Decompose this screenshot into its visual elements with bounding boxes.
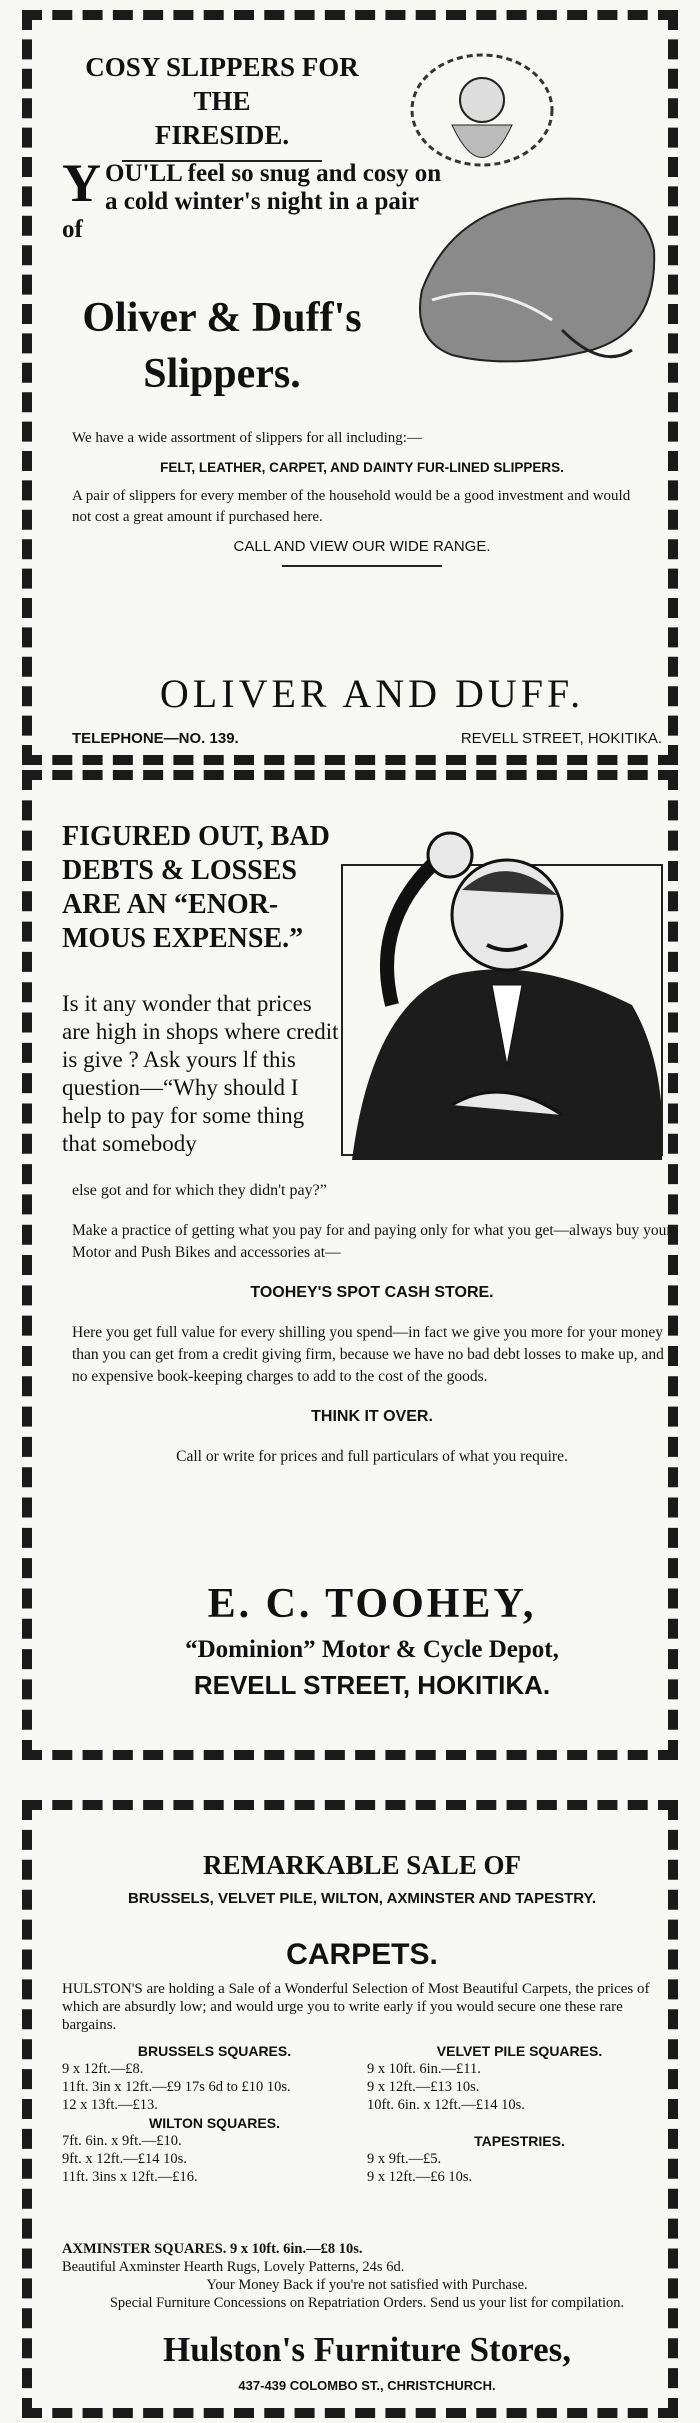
ad1-body-line: CALL AND VIEW OUR WIDE RANGE. [233,538,491,555]
ad1-intro-text: OU'LL feel so snug and cosy on a cold winter's night in a pair of [62,160,442,243]
price-line: 12 x 13ft.—£13. [62,2097,158,2113]
slipper-illustration [392,50,662,390]
ad1-headline [62,50,382,170]
ad3-tail-line: Special Furniture Concessions on Repatriation Orders. Send us your list for compilation. [109,2295,625,2311]
ad2-body [72,1220,672,1484]
ad2-sig-line1: “Dominion” Motor & Cycle Depot, [185,1636,559,1663]
ad1-body-line: FELT, LEATHER, CARPET, AND DAINTY FUR-LINED SLIPPERS. [160,460,564,475]
ad2-headline-line3: ARE AN “ENOR- [62,889,279,920]
ad3-axminster: AXMINSTER SQUARES. 9 x 10ft. 6in.—£8 10s. [62,2241,363,2257]
ad2-body-line: Here you get full value for every shilling you spend—in fact we give you more for your money than you can get from a credit giving firm, because we have no bad debt losses to make up, and no expensive book-keeping charges to add to the cost of the goods. [72,1324,664,1385]
advert-toohey [22,770,678,1760]
price-line: 10ft. 6in. x 12ft.—£14 10s. [367,2097,525,2113]
price-line: 9ft. x 12ft.—£14 10s. [62,2151,187,2167]
ad1-address: REVELL STREET, HOKITIKA. [460,730,662,747]
ad2-headline [62,820,332,956]
ad3-headline: REMARKABLE SALE OF [202,1850,522,1880]
ad1-body-line: We have a wide assortment of slippers for all including:— [72,430,422,446]
price-group-title: WILTON SQUARES. [149,2115,280,2131]
ad1-brand [72,290,372,402]
price-line: 9 x 12ft.—£8. [62,2061,144,2077]
ad1-signature: OLIVER AND DUFF. [159,671,585,716]
ad3-col-left [62,2042,367,2186]
ad2-signature: E. C. TOOHEY, [207,1581,537,1627]
ad3-signature: Hulston's Furniture Stores, [162,2330,572,2369]
divider [282,565,442,567]
ad1-headline-line2: FIRESIDE. [154,120,290,150]
ad2-lead-cont: else got and for which they didn't pay?” [72,1182,327,1199]
price-line: 7ft. 6in. x 9ft.—£10. [62,2133,182,2149]
advert-hulston [22,1800,678,2418]
dropcap: Y [62,153,101,213]
ad1-body-line: A pair of slippers for every member of the household would be a good investment and would not cost a great amount if purchased here. [72,488,631,525]
ad2-sig-line2: REVELL STREET, HOKITIKA. [193,1670,551,1700]
ad3-price-columns [62,2042,672,2186]
advert-oliver-duff [22,10,678,765]
price-line: 9 x 12ft.—£13 10s. [367,2079,480,2095]
price-group-title: TAPESTRIES. [474,2133,565,2149]
ad2-body-line: Make a practice of getting what you pay for and paying only for what you get—always buy your Motor and Push Bikes and accessories at— [72,1222,672,1261]
ad1-brand-line1: Oliver & Duff's [82,295,362,341]
ad1-footer [72,730,662,747]
ad2-headline-line2: DEBTS & LOSSES [62,855,297,886]
ad1-intro [62,153,442,244]
ad1-body [72,428,652,575]
price-line: 11ft. 3in x 12ft.—£9 17s 6d to £10 10s. [62,2079,291,2095]
ad2-headline-line1: FIGURED OUT, BAD [62,821,330,852]
price-line: 9 x 10ft. 6in.—£11. [367,2061,481,2077]
ad3-address: 437-439 COLOMBO ST., CHRISTCHURCH. [238,2378,496,2393]
ad1-brand-line2: Slippers. [143,351,301,397]
ad2-body-line: Call or write for prices and full particulars of what you require. [176,1448,568,1465]
ad1-telephone: TELEPHONE—NO. 139. [72,730,239,747]
ad2-signature-block [72,1580,672,1701]
ad2-subhead: THINK IT OVER. [311,1408,433,1425]
ad1-headline-line1: COSY SLIPPERS FOR THE [85,52,359,116]
ad3-col-right [367,2042,672,2186]
price-line: 9 x 9ft.—£5. [367,2151,442,2167]
ad3-intro: HULSTON'S are holding a Sale of a Wonderful Selection of Most Beautiful Carpets, the prices of which are absurdly low; and would urge you to write early if you would secure one these rare bargains. [62,1981,650,2033]
ad2-subhead: TOOHEY'S SPOT CASH STORE. [250,1284,494,1301]
ad2-headline-line4: MOUS EXPENSE.” [62,923,304,954]
ad3-subheadline: BRUSSELS, VELVET PILE, WILTON, AXMINSTER AND TAPESTRY. [127,1890,597,1907]
ad2-lead: Is it any wonder that prices are high in shops where credit is give ? Ask yours lf this question—“Why should I help to pay for some thing that somebody [62,991,339,1156]
price-line: 9 x 12ft.—£6 10s. [367,2169,473,2185]
ad3-title: CARPETS. [286,1938,438,1971]
man-thinking-illustration [332,805,672,1165]
ad3-tail-line: Beautiful Axminster Hearth Rugs, Lovely Patterns, 24s 6d. [62,2259,405,2275]
ad3-tail-line: Your Money Back if you're not satisfied with Purchase. [206,2277,528,2293]
price-group-title: BRUSSELS SQUARES. [137,2043,292,2059]
ad3-tail [62,2240,672,2312]
price-line: 11ft. 3ins x 12ft.—£16. [62,2169,198,2185]
price-group-title: VELVET PILE SQUARES. [436,2043,603,2059]
